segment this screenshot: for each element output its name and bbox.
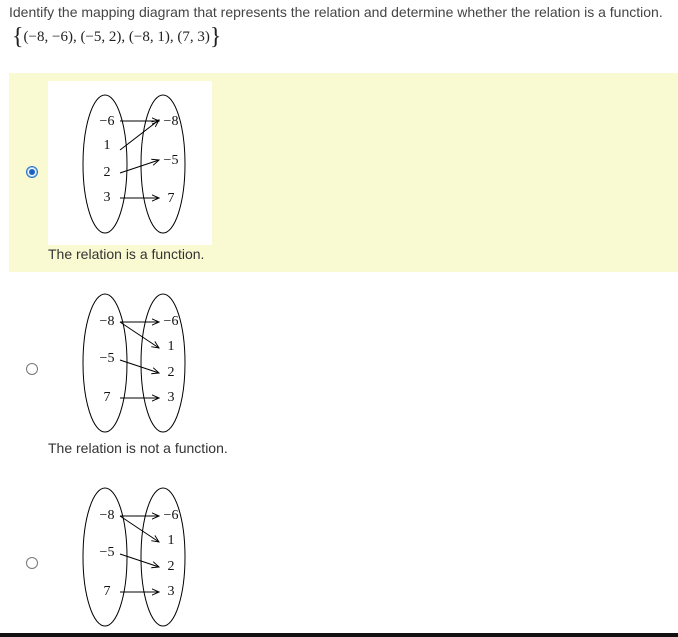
relation-open-brace: { bbox=[12, 24, 24, 50]
range-value: −6 bbox=[163, 508, 179, 523]
mapping-arrow bbox=[120, 160, 159, 173]
function-status-text: The relation is not a function. bbox=[48, 440, 228, 456]
range-value: −6 bbox=[163, 314, 179, 329]
question-text: Identify the mapping diagram that represents the relation and determine whether the relation is a function. bbox=[9, 4, 663, 20]
domain-value: −5 bbox=[99, 351, 115, 366]
domain-value: 7 bbox=[103, 584, 111, 599]
relation-set bbox=[12, 24, 221, 51]
mapping-diagram-option-1 bbox=[48, 81, 212, 245]
range-value: 2 bbox=[167, 559, 175, 574]
domain-value: 7 bbox=[103, 390, 111, 405]
relation-close-brace: } bbox=[209, 24, 222, 50]
answer-option-1[interactable] bbox=[9, 73, 678, 272]
domain-value: −8 bbox=[99, 314, 115, 329]
function-status-text: The relation is a function. bbox=[48, 246, 205, 262]
range-value: 1 bbox=[167, 339, 175, 354]
mapping-arrow bbox=[120, 120, 159, 150]
radio-button-option-3[interactable] bbox=[26, 557, 38, 569]
mapping-diagram-option-3 bbox=[48, 474, 212, 630]
radio-selected-dot bbox=[29, 169, 35, 175]
answer-option-2[interactable] bbox=[9, 277, 678, 467]
domain-value: −5 bbox=[99, 545, 115, 560]
mapping-arrow bbox=[120, 360, 159, 373]
range-value: 1 bbox=[167, 533, 175, 548]
range-value: 7 bbox=[167, 191, 175, 206]
mapping-arrow bbox=[120, 554, 159, 567]
relation-pairs: (−8, −6), (−5, 2), (−8, 1), (7, 3) bbox=[23, 29, 210, 45]
domain-value: −6 bbox=[99, 114, 115, 129]
radio-button-option-2[interactable] bbox=[26, 363, 38, 375]
range-value: 3 bbox=[167, 390, 175, 405]
mapping-diagram-option-2 bbox=[48, 280, 212, 444]
answer-option-3[interactable] bbox=[9, 472, 678, 632]
domain-value: 3 bbox=[103, 190, 111, 205]
domain-value: 2 bbox=[103, 165, 111, 180]
bottom-divider bbox=[0, 633, 678, 637]
range-value: 3 bbox=[167, 584, 175, 599]
range-value: 2 bbox=[167, 365, 175, 380]
radio-button-option-1[interactable] bbox=[26, 166, 38, 178]
domain-value: −8 bbox=[99, 508, 115, 523]
range-value: −5 bbox=[163, 153, 179, 168]
range-value: −8 bbox=[163, 114, 179, 129]
domain-value: 1 bbox=[103, 138, 111, 153]
